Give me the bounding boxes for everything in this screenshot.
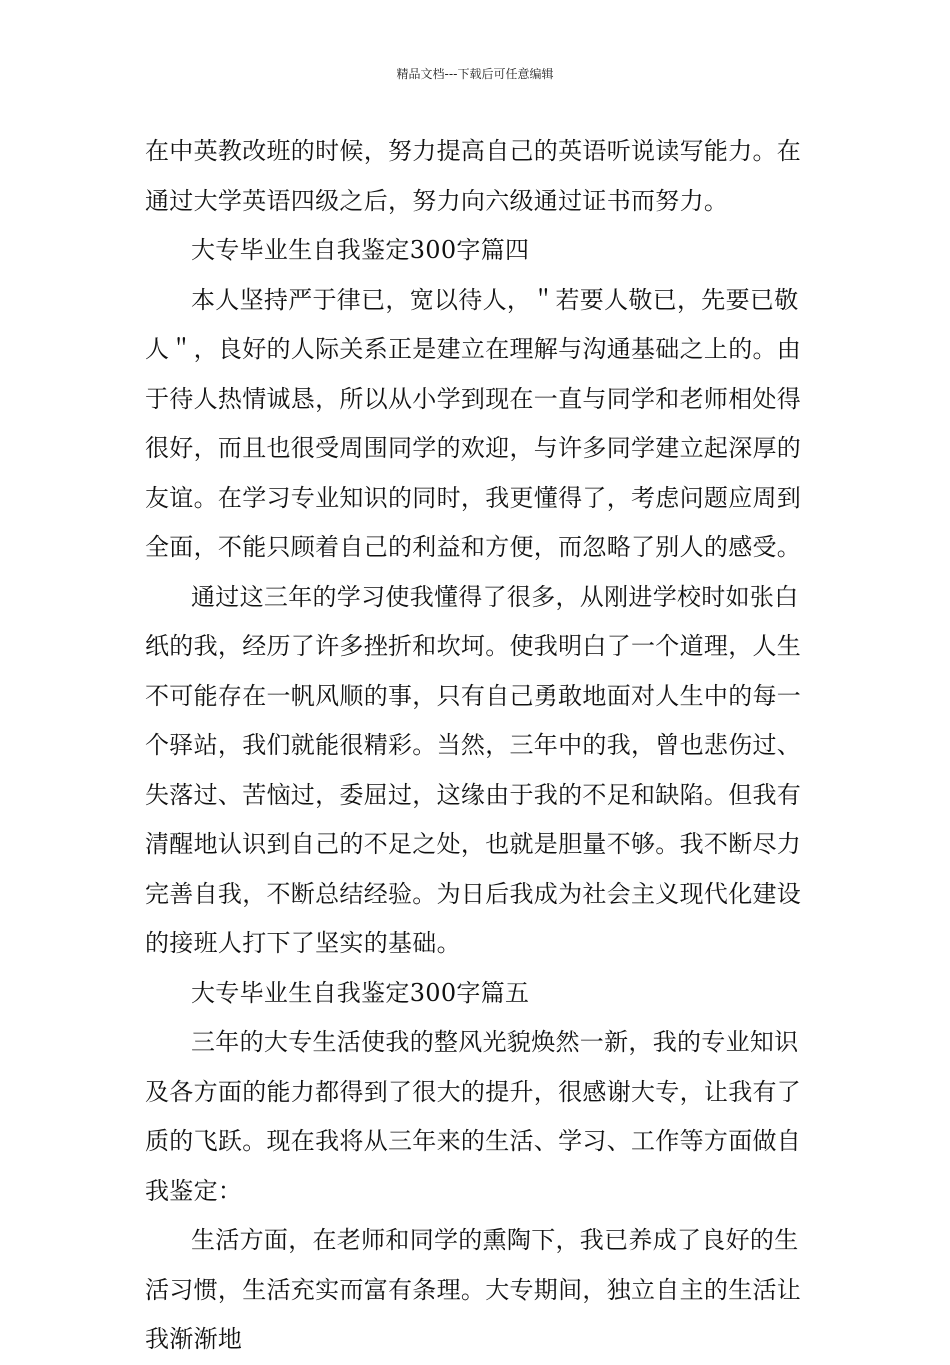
paragraph-life-aspect: 生活方面，在老师和同学的熏陶下，我已养成了良好的生活习惯，生活充实而富有条理。大专期间，独立自主的生活让我渐渐地: [145, 1226, 802, 1353]
document-body: [145, 127, 815, 1365]
paragraph-interpersonal: 本人坚持严于律已，宽以待人，＂若要人敬已，先要已敬人＂，良好的人际关系正是建立在理解与沟通基础之上的。由于待人热情诚恳，所以从小学到现在一直与同学和老师相处得很好，而且也很受周围同学的欢迎，与许多同学建立起深厚的友谊。在学习专业知识的同时，我更懂得了，考虑问题应周到全面，不能只顾着自己的利益和方便，而忽略了别人的感受。: [145, 285, 802, 561]
paragraph-english-study: 在中英教改班的时候，努力提高自己的英语听说读写能力。在通过大学英语四级之后，努力向六级通过证书而努力。: [145, 137, 802, 215]
page-header: 精品文档---下载后可任意编辑: [396, 67, 554, 81]
section-heading-part-five: 大专毕业生自我鉴定300字篇五: [191, 978, 530, 1007]
paragraph-college-life: 三年的大专生活使我的整风光貌焕然一新，我的专业知识及各方面的能力都得到了很大的提升，很感谢大专，让我有了质的飞跃。现在我将从三年来的生活、学习、工作等方面做自我鉴定：: [145, 1028, 802, 1205]
section-heading-part-four: 大专毕业生自我鉴定300字篇四: [191, 236, 530, 264]
paragraph-three-years: 通过这三年的学习使我懂得了很多，从刚进学校时如张白纸的我，经历了许多挫折和坎坷。使我明白了一个道理，人生不可能存在一帆风顺的事，只有自己勇敢地面对人生中的每一个驿站，我们就能很精彩。当然，三年中的我，曾也悲伤过、失落过、苦恼过，委屈过，这缘由于我的不足和缺陷。但我有清醒地认识到自己的不足之处，也就是胆量不够。我不断尽力完善自我，不断总结经验。为日后我成为社会主义现代化建设的接班人打下了坚实的基础。: [145, 582, 802, 957]
